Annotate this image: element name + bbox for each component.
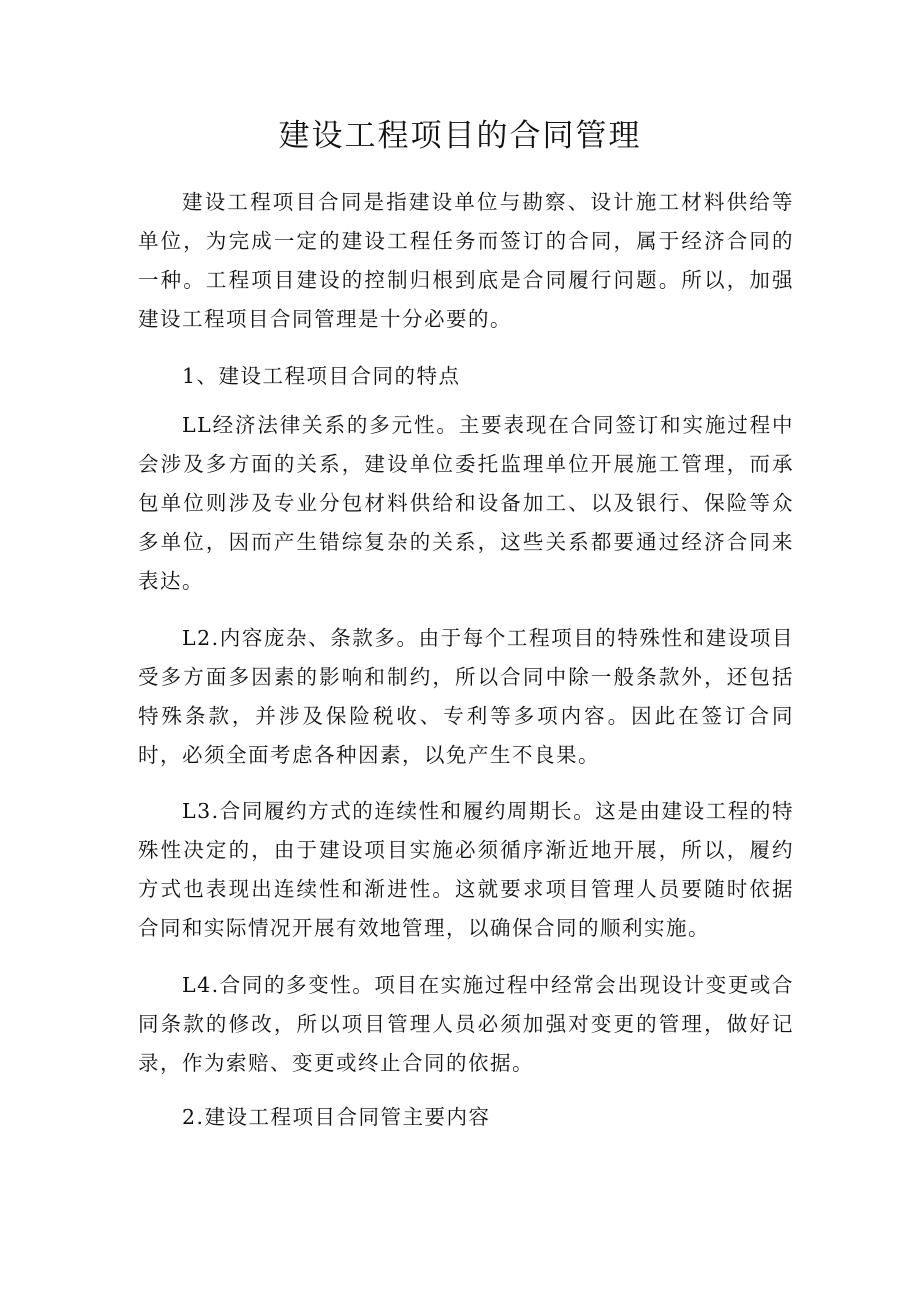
intro-paragraph: 建设工程项目合同是指建设单位与勘察、设计施工材料供给等单位，为完成一定的建设工程任务而签订的合同，属于经济合同的一种。工程项目建设的控制归根到底是合同履行问题。所以，加强建设工程项目合同管理是十分必要的。 [138,190,794,331]
section-heading-2: 2.建设工程项目合同管主要内容 [182,1105,491,1129]
document-title: 建设工程项目的合同管理 [278,118,642,154]
section-1-item-1: LL经济法律关系的多元性。主要表现在合同签订和实施过程中会涉及多方面的关系，建设单位委托监理单位开展施工管理，而承包单位则涉及专业分包材料供给和设备加工、以及银行、保险等众多单位，因而产生错综复杂的关系，这些关系都要通过经济合同来表达。 [138,413,794,593]
section-1-item-2: L2.内容庞杂、条款多。由于每个工程项目的特殊性和建设项目受多方面多因素的影响和制约，所以合同中除一般条款外，还包括特殊条款，并涉及保险税收、专利等多项内容。因此在签订合同时，必须全面考虑各种因素，以免产生不良果。 [138,626,794,767]
section-1-item-3: L3.合同履约方式的连续性和履约周期长。这是由建设工程的特殊性决定的，由于建设项目实施必须循序渐近地开展，所以，履约方式也表现出连续性和渐进性。这就要求项目管理人员要随时依据合同和实际情况开展有效地管理，以确保合同的顺利实施。 [138,799,794,940]
section-1-item-4: L4.合同的多变性。项目在实施过程中经常会出现设计变更或合同条款的修改，所以项目管理人员必须加强对变更的管理，做好记录，作为索赔、变更或终止合同的依据。 [138,973,794,1075]
section-heading-1: 1、建设工程项目合同的特点 [182,364,461,388]
